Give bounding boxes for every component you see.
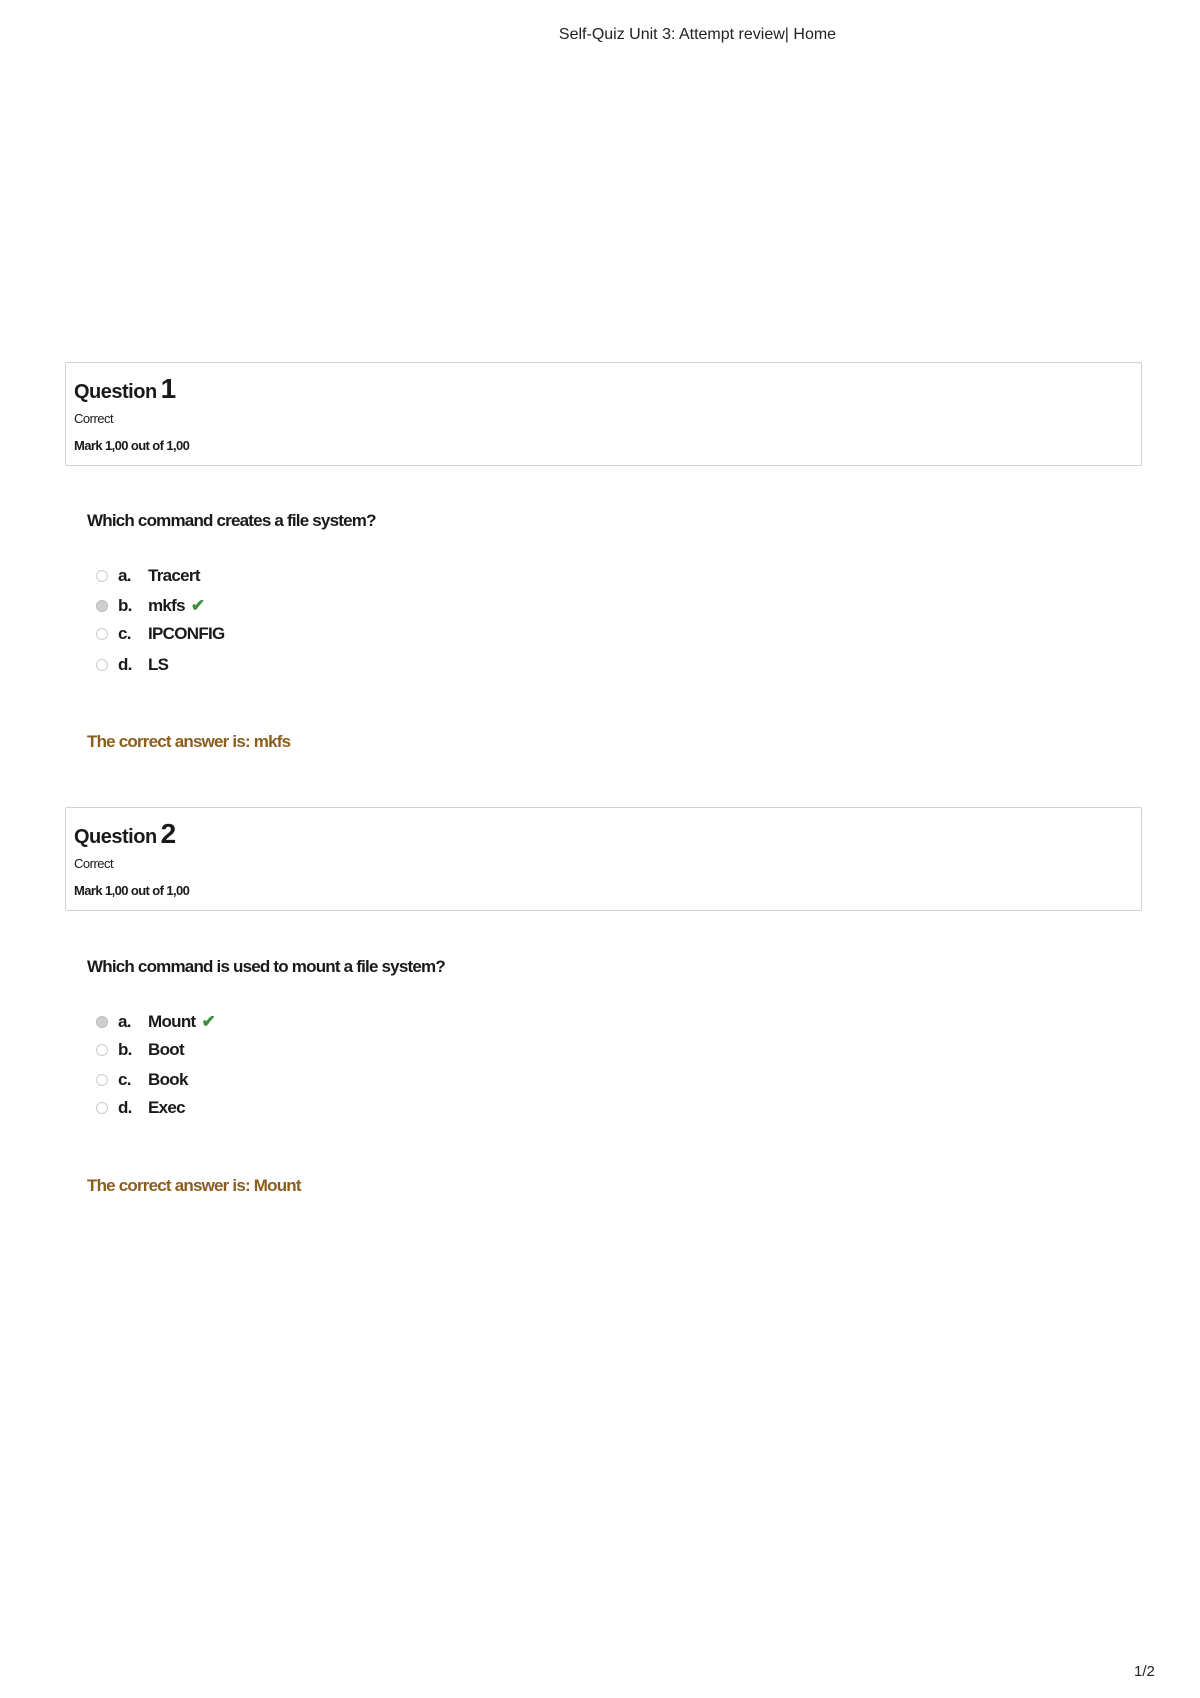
radio-button[interactable] xyxy=(96,1074,108,1086)
radio-button-selected[interactable] xyxy=(96,600,108,612)
question-label: Question xyxy=(74,826,157,848)
option-text: IPCONFIG xyxy=(148,624,225,643)
question-number: 2 xyxy=(160,818,176,849)
answer-option-a[interactable] xyxy=(96,566,200,586)
option-letter: d. xyxy=(118,655,132,674)
option-text: mkfs xyxy=(148,596,185,615)
option-text: Book xyxy=(148,1070,188,1089)
page-header-title: Self-Quiz Unit 3: Attempt review| Home xyxy=(558,26,837,43)
question-state: Correct xyxy=(74,856,114,871)
option-text: LS xyxy=(148,655,169,674)
option-letter: b. xyxy=(118,596,132,615)
radio-button[interactable] xyxy=(96,1102,108,1114)
checkmark-icon: ✔ xyxy=(190,596,205,615)
option-text: Mount xyxy=(148,1012,196,1031)
option-text: Exec xyxy=(148,1098,185,1117)
option-letter: d. xyxy=(118,1098,132,1117)
radio-button[interactable] xyxy=(96,1044,108,1056)
question-label: Question xyxy=(74,381,157,403)
question-text: Which command creates a file system? xyxy=(87,511,376,530)
answer-option-b[interactable] xyxy=(96,596,204,616)
question-text: Which command is used to mount a file system? xyxy=(87,957,445,976)
answer-option-c[interactable] xyxy=(96,624,225,644)
answer-option-b[interactable] xyxy=(96,1040,184,1060)
question-grade: Mark 1,00 out of 1,00 xyxy=(74,883,190,898)
radio-button-selected[interactable] xyxy=(96,1016,108,1028)
option-letter: c. xyxy=(118,624,131,643)
option-letter: b. xyxy=(118,1040,132,1059)
correct-answer-feedback: The correct answer is: Mount xyxy=(87,1176,301,1195)
question-number: 1 xyxy=(160,373,176,404)
option-text: Boot xyxy=(148,1040,184,1059)
question-1-info xyxy=(65,362,1142,466)
question-state: Correct xyxy=(74,411,114,426)
question-2-info xyxy=(65,807,1142,911)
question-title xyxy=(74,818,176,850)
radio-button[interactable] xyxy=(96,628,108,640)
checkmark-icon: ✔ xyxy=(201,1012,216,1031)
option-text: Tracert xyxy=(148,566,200,585)
answer-option-a[interactable] xyxy=(96,1012,215,1032)
correct-answer-feedback: The correct answer is: mkfs xyxy=(87,732,291,751)
page-number: 1/2 xyxy=(1134,1663,1155,1680)
answer-option-d[interactable] xyxy=(96,1098,185,1118)
question-grade: Mark 1,00 out of 1,00 xyxy=(74,438,190,453)
radio-button[interactable] xyxy=(96,659,108,671)
answer-option-c[interactable] xyxy=(96,1070,188,1090)
radio-button[interactable] xyxy=(96,570,108,582)
option-letter: a. xyxy=(118,566,131,585)
answer-option-d[interactable] xyxy=(96,655,168,675)
question-title xyxy=(74,373,176,405)
option-letter: a. xyxy=(118,1012,131,1031)
option-letter: c. xyxy=(118,1070,131,1089)
